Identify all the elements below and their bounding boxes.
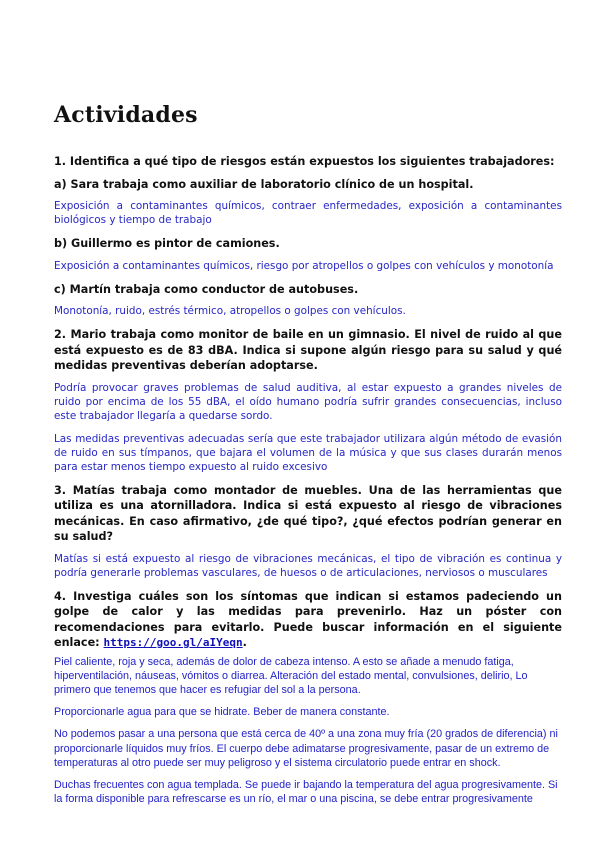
question-4-answer-1: Piel caliente, roja y seca, además de dolor de cabeza intenso. A esto se añade a menudo fatiga, hiperventilación, náuseas, vómitos o diarrea. Alteración del estado mental, convulsiones, delirio, Lo primero que tenemos que hacer es refugiar del sol a la persona. [54, 655, 528, 696]
question-3-heading: 3. Matías trabaja como montador de muebles. Una de las herramientas que utiliza es una atornilladora. Indica si está expuesto al riesgo de vibraciones mecánicas. En caso afirmativo, ¿de qué tipo?, ¿qué efectos podrían generar en su salud? [54, 483, 562, 543]
question-4-heading-text: 4. Investiga cuáles son los síntomas que indican si estamos padeciendo un golpe de calor y las medidas para prevenirlo. Haz un póster con recomendaciones para evitarlo. Puede buscar información en el siguiente enlace: [54, 589, 562, 649]
question-1a-heading: a) Sara trabaja como auxiliar de laboratorio clínico de un hospital. [54, 177, 474, 191]
question-1c-answer: Monotonía, ruido, estrés térmico, atropellos o golpes con vehículos. [54, 305, 406, 317]
page-title: Actividades [54, 102, 198, 128]
question-2-answer-2: Las medidas preventivas adecuadas sería que este trabajador utilizara algún método de evasión de ruido en sus tímpanos, que bajara el volumen de la música y que sus clases durarán menos para estar menos tiempo expuesto al ruido excesivo [54, 432, 562, 473]
question-4-heading [54, 589, 562, 651]
question-2-heading: 2. Mario trabaja como monitor de baile en un gimnasio. El nivel de ruido al que está expuesto es de 83 dBA. Indica si supone algún riesgo para su salud y qué medidas preventivas deberían adoptarse. [54, 328, 562, 372]
question-2-answer-1: Podría provocar graves problemas de salud auditiva, al estar expuesto a grandes niveles de ruido por encima de los 55 dBA, el oído humano podría sufrir grandes consecuencias, incluso este trabajador llegaría a quedarse sordo. [54, 381, 562, 422]
question-4-answer-4: Duchas frecuentes con agua templada. Se puede ir bajando la temperatura del agua progresivamente. Si la forma disponible para refrescarse es un río, el mar o una piscina, se debe entrar progresivamente [54, 778, 558, 806]
question-1b-heading: b) Guillermo es pintor de camiones. [54, 237, 280, 250]
question-3-answer: Matías si está expuesto al riesgo de vibraciones mecánicas, el tipo de vibración es continua y podría generarle problemas vasculares, de huesos o de articulaciones, nerviosos o musculares [54, 552, 562, 579]
question-1b-answer: Exposición a contaminantes químicos, riesgo por atropellos o golpes con vehículos y monotonía [54, 259, 554, 272]
question-1-heading: 1. Identifica a qué tipo de riesgos están expuestos los siguientes trabajadores: [54, 155, 555, 168]
reference-link[interactable]: https://goo.gl/aIYeqn [103, 636, 243, 649]
question-1a-answer: Exposición a contaminantes químicos, contraer enfermedades, exposición a contaminantes biológicos y tiempo de trabajo [54, 200, 562, 226]
question-4-answer-2: Proporcionarle agua para que se hidrate. Beber de manera constante. [54, 706, 390, 719]
question-4-answer-3: No podemos pasar a una persona que está cerca de 40º a una zona muy fría (20 grados de diferencia) ni proporcionarle líquidos muy fríos. El cuerpo debe adimatarse progresivamente, pasar de un extremo de temperaturas al otro puede ser muy peligroso y el sistema circulatorio puede entrar en shock. [54, 728, 558, 769]
link-period: . [242, 636, 247, 649]
document-body [54, 154, 562, 814]
question-1c-heading: c) Martín trabaja como conductor de autobuses. [54, 282, 359, 296]
